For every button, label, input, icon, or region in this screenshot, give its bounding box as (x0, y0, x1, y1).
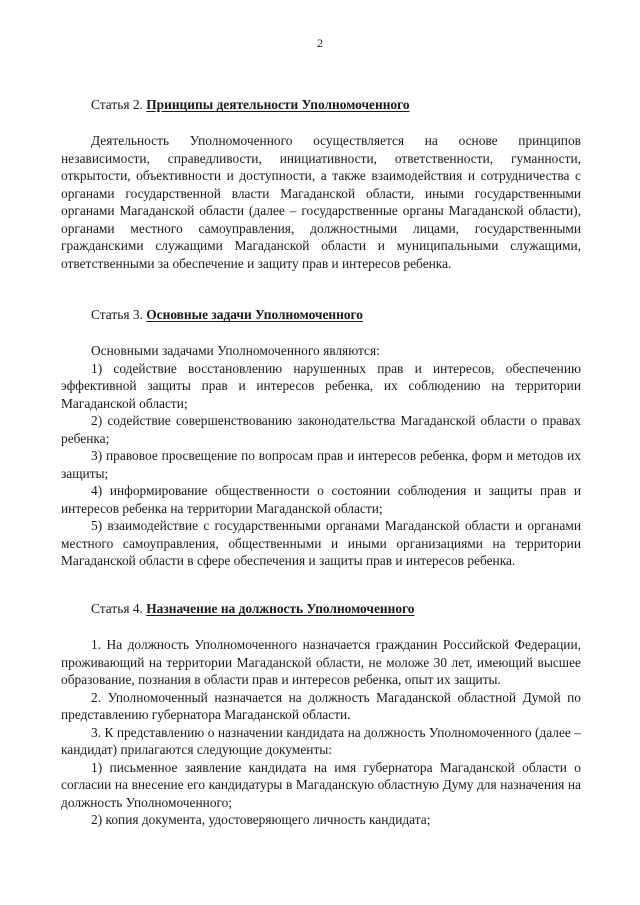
article-3-body (61, 342, 581, 570)
article-3-paragraph: 2) содействие совершенствованию законодательства Магаданской области о правах ребенка; (61, 413, 581, 446)
article-4-heading (91, 601, 414, 617)
article-3-paragraph: 1) содействие восстановлению нарушенных прав и интересов, обеспечению эффективной защиты прав и интересов ребенка, их соблюдению на территории Магаданской области; (61, 360, 581, 411)
article-4-body (61, 636, 581, 829)
article-3-prefix: Статья 3. (91, 307, 143, 322)
article-4-paragraph: 2. Уполномоченный назначается на должность Магаданской областной Думой по представлению губернатора Магаданской области. (61, 689, 581, 722)
article-2-prefix: Статья 2. (91, 97, 143, 112)
article-4-paragraph: 2) копия документа, удостоверяющего личность кандидата; (91, 812, 431, 827)
article-2-title: Принципы деятельности Уполномоченного (146, 97, 410, 112)
article-3-title: Основные задачи Уполномоченного (146, 307, 363, 322)
article-2-heading (91, 97, 410, 113)
article-3-paragraph: 3) правовое просвещение по вопросам прав и интересов ребенка, форм и методов их защиты; (61, 448, 581, 481)
article-4-title: Назначение на должность Уполномоченного (146, 601, 415, 616)
article-3-paragraph: Основными задачами Уполномоченного являются: (91, 343, 380, 358)
article-4-prefix: Статья 4. (91, 601, 143, 616)
article-3-heading (91, 307, 363, 323)
article-4-paragraph: 1) письменное заявление кандидата на имя губернатора Магаданской области о согласии на внесение его кандидатуры в Магаданскую областную Думу для назначения на должность Уполномоченного; (61, 759, 581, 810)
article-4-paragraph: 3. К представлению о назначении кандидата на должность Уполномоченного (далее – кандидат) прилагаются следующие документы: (61, 724, 581, 757)
article-3-paragraph: 5) взаимодействие с государственными органами Магаданской области и органами местного самоуправления, общественными и иными организациями на территории Магаданской области в сфере обеспечения и защиты прав и интересов ребенка. (61, 518, 581, 568)
article-4-paragraph: 1. На должность Уполномоченного назначается гражданин Российской Федерации, проживающий на территории Магаданской области, не моложе 30 лет, имеющий высшее образование, познания в области прав и интересов ребенка, опыт их защиты. (61, 637, 581, 687)
article-2-body (61, 132, 581, 272)
page-number: 2 (317, 36, 323, 50)
article-2-paragraph: Деятельность Уполномоченного осуществляется на основе принципов независимости, справедливости, инициативности, ответственности, гуманности, открытости, объективности и доступности, а также взаимодействия и сотрудничества с органами государственной власти Магаданской области, иными государственными органами Магаданской области (далее – государственные органы Магаданской области), органами местного самоуправления, должностными лицами, государственными гражданскими служащими Магаданской области и муниципальными служащими, ответственными за обеспечение и защиту прав и интересов ребенка. (61, 133, 581, 271)
article-3-paragraph: 4) информирование общественности о состоянии соблюдения и защиты прав и интересов ребенка на территории Магаданской области; (61, 483, 581, 516)
